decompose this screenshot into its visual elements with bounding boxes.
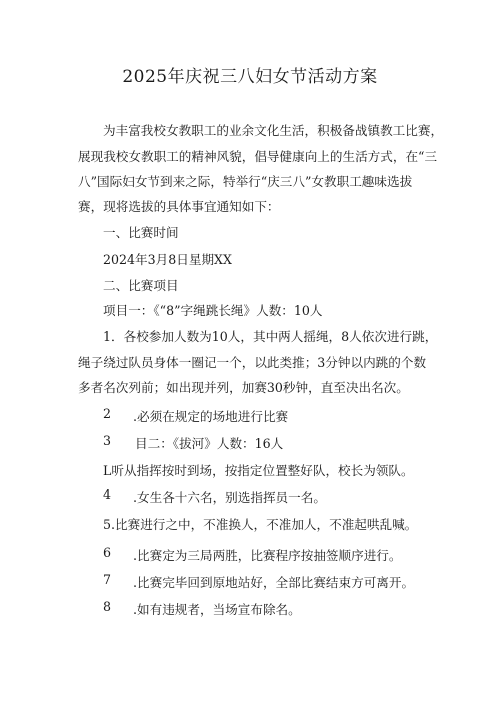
section-heading-events: 二、比赛项目	[103, 278, 179, 293]
document-title: 2025年庆祝三八妇女节活动方案	[122, 67, 378, 87]
rule-2-text: .必须在规定的场地进行比赛	[133, 409, 289, 424]
rule-7-number: 7	[103, 572, 112, 587]
event-1-heading: 项目一：《“8”字绳跳长绳》人数：10人	[103, 303, 323, 318]
rule-2-number: 2	[103, 406, 112, 421]
rule-4-number: 4	[103, 487, 112, 502]
intro-line-1: 为丰富我校女教职工的业余文化生活，积极备战镇教工比赛，	[103, 123, 444, 138]
rule-7-text: .比赛完毕回到原地站好，全部比赛结束方可离开。	[133, 575, 415, 590]
section-heading-time: 一、比赛时间	[103, 225, 179, 240]
rule-6-text: .比赛定为三局两胜，比赛程序按抽签顺序进行。	[133, 548, 402, 563]
intro-line-2: 展现我校女教职工的精神风貌，倡导健康向上的生活方式，在“三	[78, 149, 438, 164]
rule-1-line-2: 绳子绕过队员身体一圈记一个，以此类推；3分钟以内跳的个数	[78, 355, 427, 370]
rule-8-number: 8	[103, 599, 112, 614]
rule-l-text: L听从指挥按时到场，按指定位置整好队，校长为领队。	[103, 463, 414, 478]
rule-1-line-3: 多者名次列前；如出现并列，加赛30秒钟，直至决出名次。	[78, 380, 409, 395]
intro-line-4: 赛，现将选拔的具体事宜通知如下：	[78, 199, 280, 214]
rule-6-number: 6	[103, 545, 112, 560]
rule-4-text: .女生各十六名，别选指挥员一名。	[133, 490, 326, 505]
intro-line-3: 八”国际妇女节到来之际，特举行“庆三八”女教职工趣味选拔	[78, 174, 413, 189]
competition-date: 2024年3月8日星期XX	[103, 252, 232, 267]
rule-5-text: 5.比赛进行之中，不准换人，不准加人，不准起哄乱喊。	[103, 517, 418, 532]
event-2-heading: 目二：《拔河》人数：16人	[135, 436, 284, 451]
rule-3-number: 3	[103, 433, 112, 448]
rule-8-text: .如有违规者，当场宣布除名。	[133, 602, 301, 617]
rule-1-line-1: 1．各校参加人数为10人，其中两人摇绳，8人依次进行跳，	[103, 329, 438, 344]
